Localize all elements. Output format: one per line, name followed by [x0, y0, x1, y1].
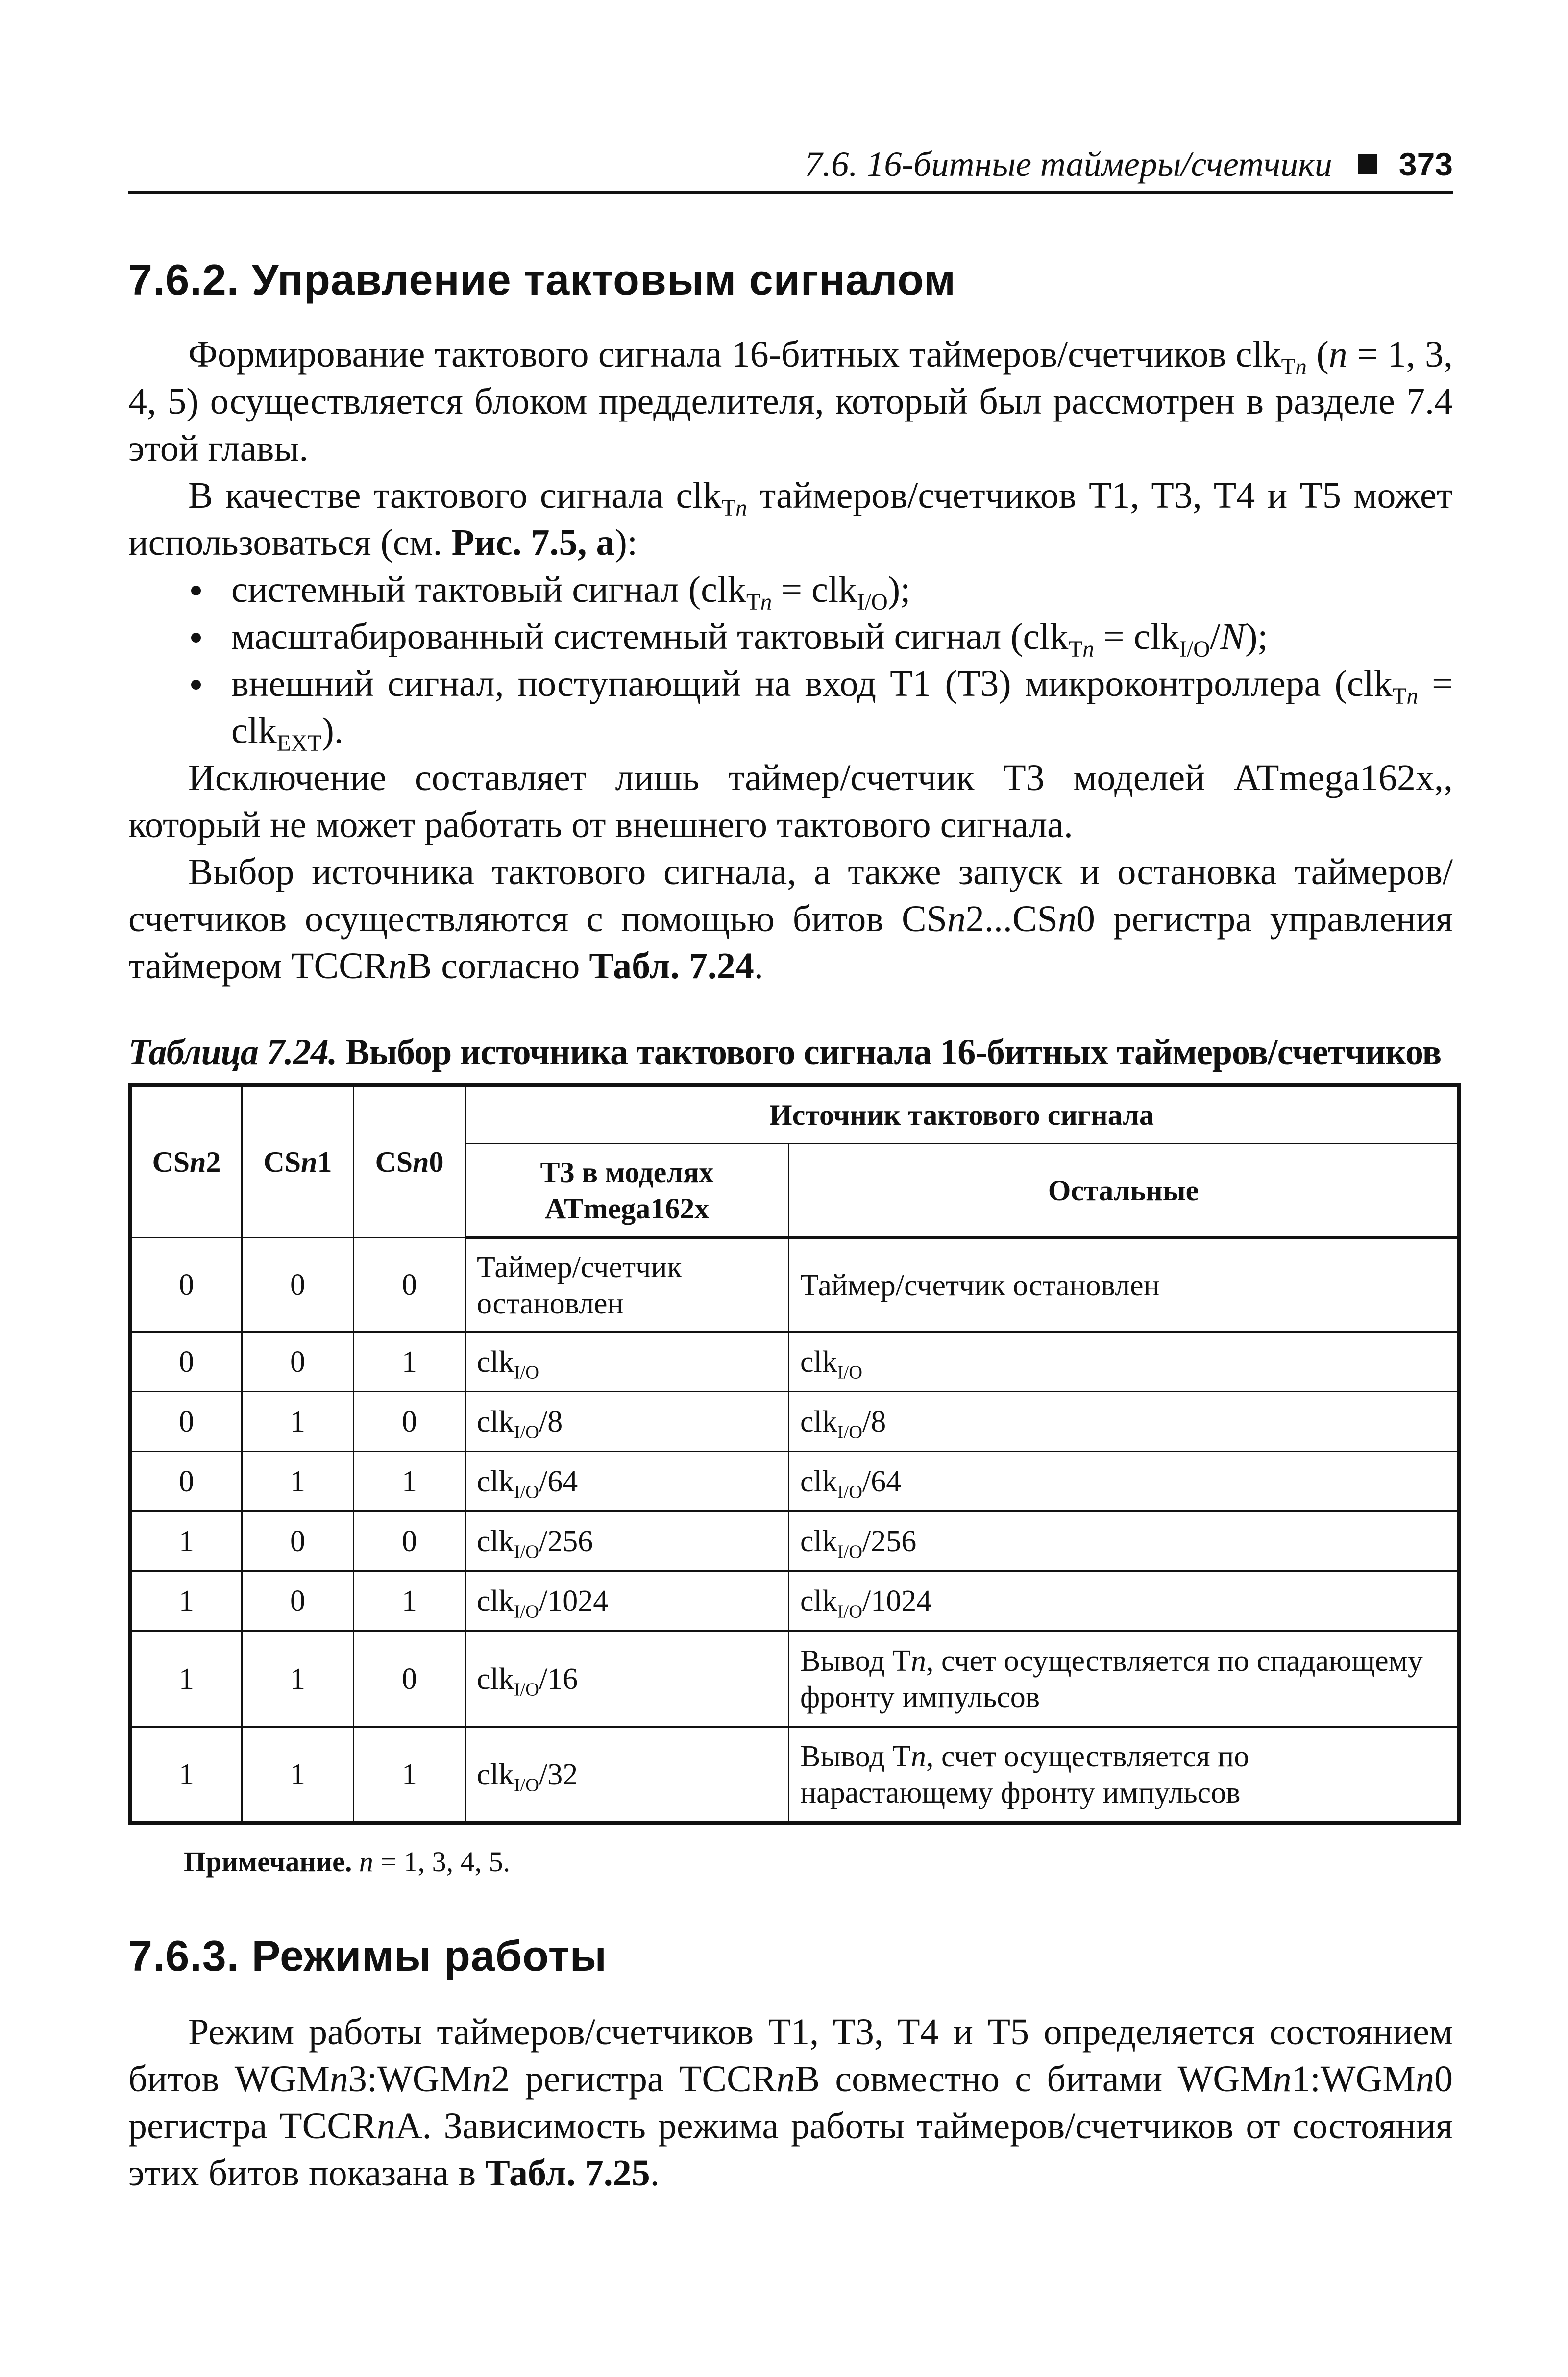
table-row: 1 1 1 clk$_{I/O}$/32 Вывод Tn, счет осуществляется по нарастающему фронту импульсов [130, 1727, 1459, 1823]
table-row: 0 0 1 clk$_{I/O}$ clk$_{I/O}$ [130, 1332, 1459, 1392]
column-header-t3: T3 в моделях ATmega162x [466, 1144, 789, 1238]
page-number: 373 [1398, 146, 1453, 182]
table-row: 0 0 0 Таймер/счетчик остановлен Таймер/счетчик остановлен [130, 1238, 1459, 1332]
list-item: внешний сигнал, поступающий на вход T1 (T3) микроконтроллера (clk$_{Tn}$ = clk$_{EXT}$). [128, 660, 1453, 754]
table-row: 0 1 1 clk$_{I/O}$/64 clk$_{I/O}$/64 [130, 1452, 1459, 1511]
table-caption: Таблица 7.24. Выбор источника тактового сигнала 16-битных таймеров/счетчиков [128, 1032, 1442, 1072]
table-row: 1 0 1 clk$_{I/O}$/1024 clk$_{I/O}$/1024 [130, 1571, 1459, 1631]
column-header-cs2: CSn2 [130, 1085, 242, 1238]
column-header-other: Остальные [789, 1144, 1459, 1238]
running-header [128, 137, 1453, 194]
column-header-cs1: CSn1 [242, 1085, 354, 1238]
paragraph-exception: Исключение составляет лишь таймер/счетчик T3 моделей ATmega162x,, который не может работать от внешнего тактового сигнала. [128, 757, 1453, 845]
list-item: системный тактовый сигнал (clk$_{Tn}$ = clk$_{I/O}$); [128, 566, 1453, 613]
section-heading-7-6-2: 7.6.2. Управление тактовым сигналом [128, 255, 956, 304]
clock-source-table [128, 1083, 1461, 1825]
table-note: Примечание. n = 1, 3, 4, 5. [184, 1846, 511, 1878]
column-group-header: Источник тактового сигнала [466, 1085, 1459, 1144]
table-row: 1 0 0 clk$_{I/O}$/256 clk$_{I/O}$/256 [130, 1511, 1459, 1571]
figure-reference: Рис. 7.5, а [451, 522, 615, 563]
column-header-cs0: CSn0 [354, 1085, 466, 1238]
paragraph-selection: Выбор источника тактового сигнала, а также запуск и остановка таймеров/счетчиков осуществляются с помощью битов CSn2...CSn0 регистра управления таймером TCCRnB согласно Табл. 7.24. [128, 851, 1453, 987]
table-header-row [130, 1085, 1459, 1144]
list-item: масштабированный системный тактовый сигнал (clk$_{Tn}$ = clk$_{I/O}$/N); [128, 613, 1453, 660]
section-7-6-2-body [128, 331, 1453, 990]
square-bullet-icon [1358, 154, 1377, 174]
running-header-title: 7.6. 16-битные таймеры/счетчики [805, 144, 1332, 184]
clock-source-list [128, 566, 1453, 757]
table-reference: Табл. 7.25 [485, 2153, 650, 2194]
section-heading-7-6-3: 7.6.3. Режимы работы [128, 1931, 607, 1980]
table-row: 1 1 0 clk$_{I/O}$/16 Вывод Tn, счет осуществляется по спадающему фронту импульсов [130, 1631, 1459, 1727]
table-reference: Табл. 7.24 [589, 945, 754, 987]
section-7-6-3-body [128, 2008, 1453, 2197]
paragraph-operating-modes: Режим работы таймеров/счетчиков T1, T3, T4 и T5 определяется состоянием битов WGMn3:WGMn2 регистра TCCRnB совместно с битами WGMn1:WGMn0 регистра TCCRnA. Зависимость режима работы таймеров/счетчиков от состояния этих битов показана в Табл. 7.25. [128, 2011, 1453, 2194]
paragraph-clock-formation: Формирование тактового сигнала 16-битных таймеров/счетчиков clk$_{Tn}$ (n = 1, 3, 4, 5) осуществляется блоком предделителя, который был рассмотрен в разделе 7.4 этой главы. [128, 334, 1453, 469]
table-row: 0 1 0 clk$_{I/O}$/8 clk$_{I/O}$/8 [130, 1392, 1459, 1452]
paragraph-clock-sources: В качестве тактового сигнала clk$_{Tn}$ таймеров/счетчиков T1, T3, T4 и T5 может использоваться (см. Рис. 7.5, а): [128, 475, 1453, 563]
